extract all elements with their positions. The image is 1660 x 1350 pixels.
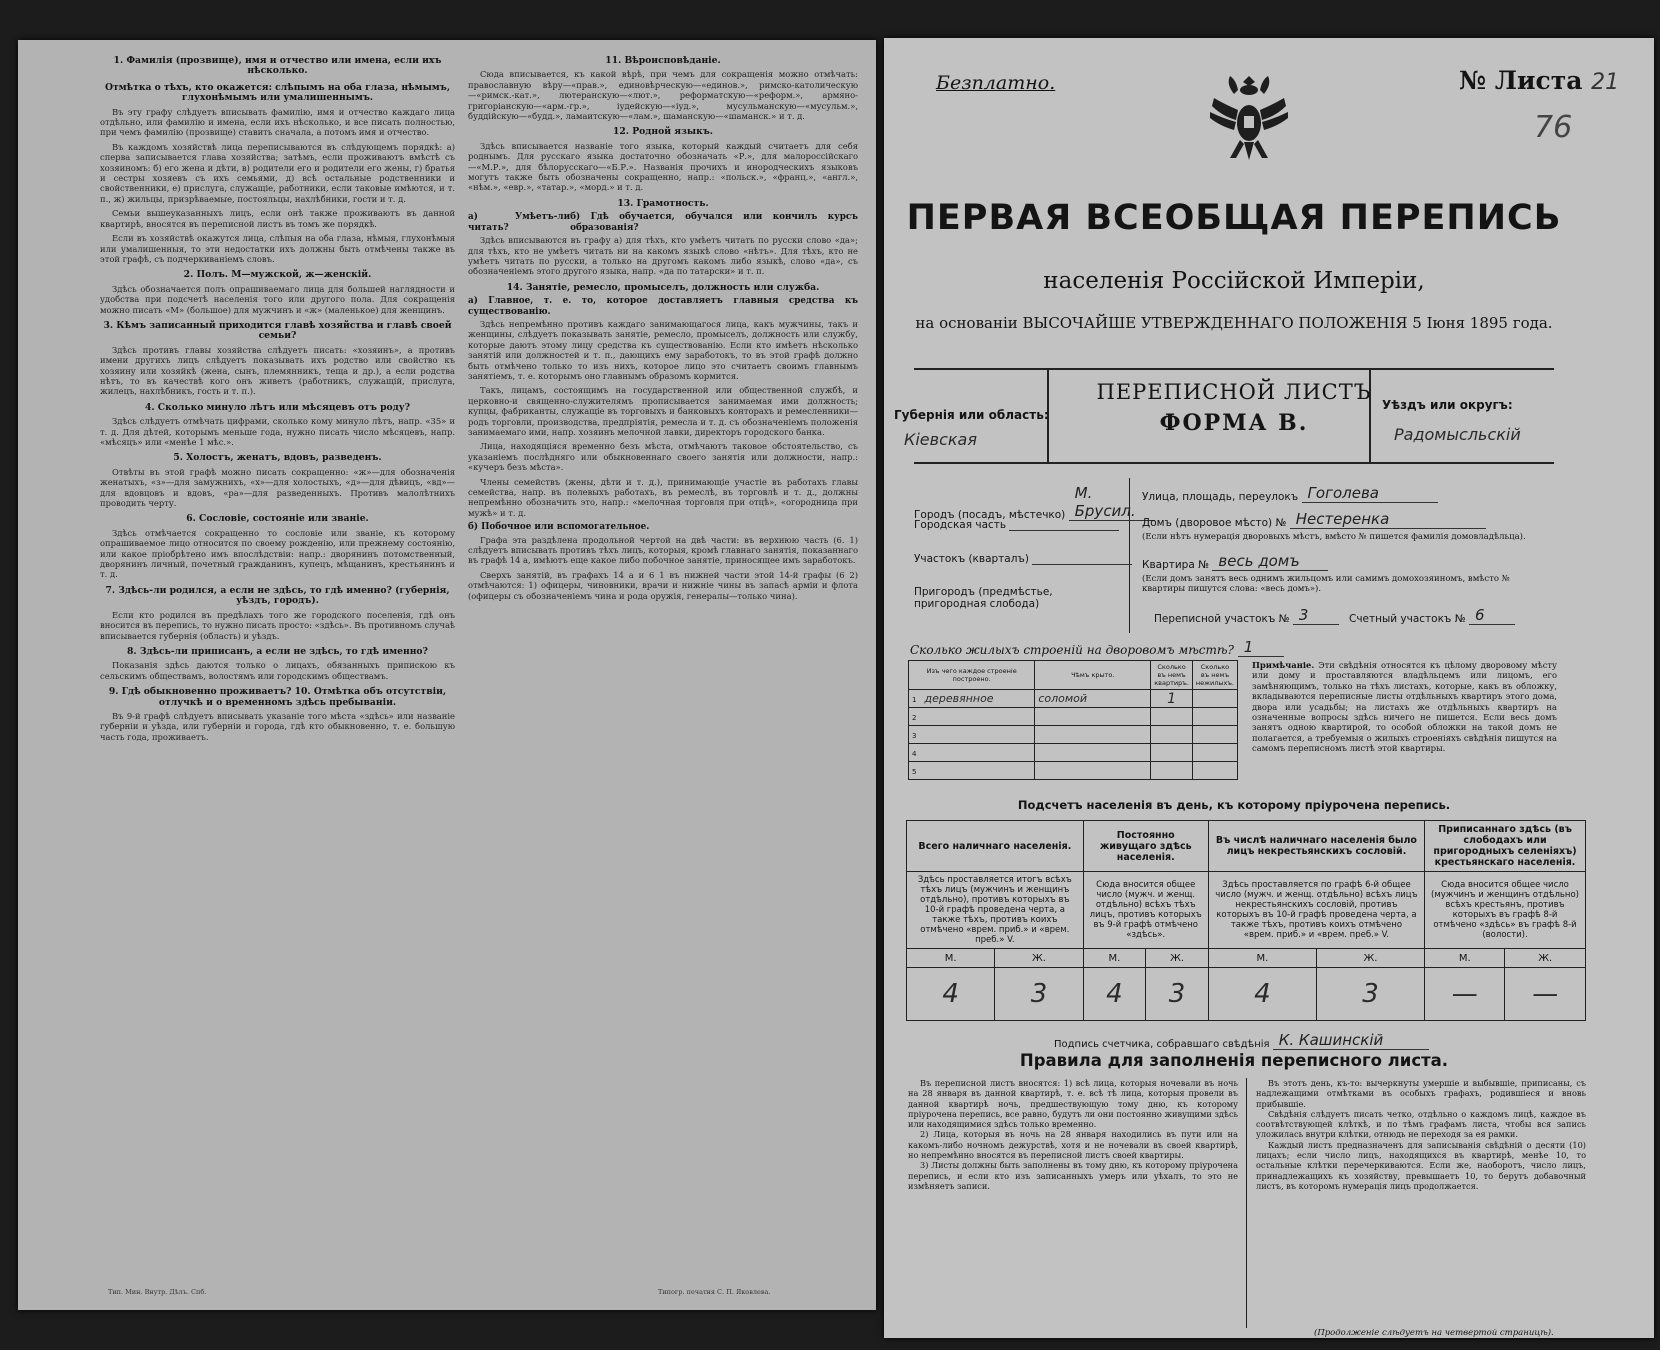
building-row — [909, 726, 1238, 744]
building-row-number: 4 — [912, 750, 917, 758]
printer-imprint-middle: Типогр. печатня С. П. Яковлева. — [658, 1288, 771, 1296]
male-label: М. — [1425, 949, 1505, 968]
instruction-paragraph: Показанія здѣсь даются только о лицахъ, обязанныхъ припискою къ сельскимъ обществамъ, волостямъ или городскимъ обществамъ. — [100, 660, 455, 681]
instruction-paragraph: Лица, находящіяся временно безъ мѣста, отмѣчаютъ таковое обстоятельство, съ указаніемъ послѣдняго или обыкновеннаго своего занятія или должности, напр.: «кучеръ безъ мѣста». — [468, 441, 858, 473]
rule-paragraph: 2) Лица, которыя въ ночь на 28 января находились въ пути или на какомъ-либо ночномъ дежурствѣ, хотя и не ночевали въ своей квартирѣ, но непремѣнно вносятся въ переписной листъ своей квартиры. — [908, 1129, 1238, 1161]
instructions-page — [18, 40, 876, 1310]
instruction-heading: 3. Кѣмъ записанный приходится главѣ хозяйства и главѣ своей семьи? — [103, 319, 452, 342]
instructions-column-1 — [100, 50, 455, 746]
instruction-paragraph: Въ эту графу слѣдуетъ вписывать фамилію, имя и отчество каждаго лица отдѣльно, или фамилію и имена, если ихъ нѣсколько, и все писать полностью, при чемъ фамилію (прозвище) ставить сначала, а потомъ имя и отчество. — [100, 106, 455, 138]
population-table: Всего наличнаго населенія. Постоянно живущаго здѣсь населенія. Въ числѣ наличнаго населенія было лицъ некрестьянскихъ сословій. Приписаннаго здѣсь (въ слободахъ или пригородныхъ селеніяхъ) крестьянскаго населенія. Здѣсь проставляется итогъ всѣхъ тѣхъ лицъ (мужчинъ и женщинъ отдѣльно), противъ которыхъ въ 10-й графѣ проведена черта, а также тѣхъ, противъ коихъ отмѣчено «врем. приб.» и «врем. преб.» V. Сюда вносится общее число (мужч. и женщ. отдѣльно) всѣхъ тѣхъ лицъ, противъ которыхъ въ 9-й графѣ отмѣчено «здѣсь». Здѣсь проставляется по графѣ 6-й общее число (мужч. и женщ. отдѣльно) всѣхъ лицъ некрестьянскихъ сословій, противъ которыхъ въ 10-й графѣ проведена черта, а также тѣхъ, противъ коихъ отмѣчено «врем. приб.» и «врем. преб.» V. Сюда вносится общее число (мужчинъ и женщинъ отдѣльно) всѣхъ крестьянъ, противъ которыхъ въ графѣ 8-й отмѣчено «здѣсь» въ графѣ 8-й (волости). М. Ж. М. Ж. М. Ж. М. Ж. 4 3 4 3 4 3 — — — [906, 820, 1586, 1021]
building-apartments-cell — [1151, 744, 1193, 762]
rules-column-right — [1256, 1078, 1586, 1191]
building-material-cell — [909, 744, 1035, 762]
instruction-heading: 5. Холостъ, женатъ, вдовъ, разведенъ. — [173, 452, 382, 464]
instruction-subheading-part: б) Гдѣ обучается, обучался или кончилъ курсъ образованія? — [570, 212, 858, 233]
guberniya-label: Губернія или область: — [894, 408, 1049, 422]
sheet-number-handwritten: 76 — [1534, 110, 1573, 145]
instruction-paragraph: Если въ хозяйствѣ окажутся лица, слѣпыя на оба глаза, нѣмыя, глухонѣмыя или умалишенныя, то эти недостатки ихъ должны быть отмѣчены также въ этой графѣ, съ подчеркиваніемъ словъ. — [100, 233, 455, 264]
instruction-subheading-part: а) Умѣетъ-ли читать? — [468, 212, 571, 233]
instruction-heading: 2. Полъ. М—мужской, ж—женскій. — [183, 269, 372, 281]
instruction-heading: 12. Родной языкъ. — [613, 126, 713, 138]
form-title: ПЕРВАЯ ВСЕОБЩАЯ ПЕРЕПИСЬ — [906, 198, 1562, 238]
printer-imprint-left: Тип. Мин. Внутр. Дѣлъ. Спб. — [108, 1288, 207, 1296]
instruction-paragraph: Члены семействъ (жены, дѣти и т. д.), принимающіе участіе въ работахъ главы семейства, напр. въ полевыхъ работахъ, въ ремеслѣ, въ торговлѣ и т. д., должны непремѣнно обозначить это, напр.: «мелочная торговля при отцѣ», «огородница при мужѣ» и т. д. — [468, 476, 858, 518]
female-label: Ж. — [1146, 949, 1209, 968]
census-form-page — [884, 38, 1654, 1338]
population-value: 3 — [1316, 968, 1424, 1021]
instruction-paragraph: Здѣсь обозначается полъ опрашиваемаго лица для большей наглядности и удобства при подсчетѣ населенія того или другого пола. Для сокращенія можно писать «М» (большое) для мужчинъ и «ж» (маленькое) для женщинъ. — [100, 283, 455, 315]
male-label: М. — [1083, 949, 1146, 968]
rule-paragraph: Въ этотъ день, къ-то: вычеркнуты умершіе и выбывшіе, приписаны, съ надлежащими отмѣтками въ особыхъ графахъ, родившіеся и вновь прибывшіе. — [1256, 1078, 1586, 1109]
free-label: Безплатно. — [936, 72, 1056, 94]
instruction-paragraph: Въ каждомъ хозяйствѣ лица переписываются въ слѣдующемъ порядкѣ: а) сперва записывается глава хозяйства; затѣмъ, если проживаютъ вмѣстѣ съ хозяиномъ: б) его жена и дѣти, в) родители его и родители его жены, г) братья и сестры хозяевъ съ ихъ семьями, д) всѣ остальные родственники и свойственники, е) прислуга, служащіе, работники, если таковые имѣются, и т. п., ж) жильцы, призрѣваемые, постояльцы, нахлѣбники, гости и т. д. — [100, 141, 455, 204]
building-material-cell — [909, 690, 1035, 708]
town-field: Городъ (посадъ, мѣстечко) М. Брусил. — [914, 484, 1155, 521]
instruction-subheading — [468, 522, 858, 532]
rules-column-left — [908, 1078, 1238, 1191]
population-value: — — [1505, 968, 1586, 1021]
building-row — [909, 690, 1238, 708]
instruction-paragraph: Сверхъ занятій, въ графахъ 14 а и 6 1 въ нижней части этой 14-й графы (6 2) отмѣчаются: 1) офицеры, чиновники, врачи и нижніе чины въ запасѣ арміи и флота (офицеры съ обозначеніемъ чина и рода оружія, генералы—только чина). — [468, 569, 858, 601]
instruction-paragraph: Здѣсь отмѣчается сокращенно то сословіе или званіе, къ которому опрашиваемое лицо относится по своему рожденію, или прежнему состоянію, или какое пріобрѣтено имъ впослѣдствіи: напр.: дворянинъ потомственный, дворянинъ личный, почетный гражданинъ, купецъ, мѣщанинъ, крестьянинъ и т. д. — [100, 527, 455, 580]
buildings-note: Примѣчаніе. Эти свѣдѣнія относятся къ цѣлому дворовому мѣсту или дому и проставляются владѣльцемъ или лицомъ, его замѣняющимъ, только на тѣхъ листахъ, которые, какъ въ обложку, вкладываются переписные листы отдѣльныхъ квартиръ этого дома, двора или усадьбы; на листахъ же отдѣльныхъ квартиръ на означенные вопросы здѣсь ничего не пишется. Если весь домъ занятъ одною квартирой, то особой обложки на такой домъ не полагается, а требуемыя о жилыхъ строеніяхъ свѣдѣнія пишутся на самомъ переписномъ листѣ этой квартиры. — [1252, 660, 1557, 754]
building-nonresidential-cell — [1192, 726, 1237, 744]
female-label: Ж. — [1316, 949, 1424, 968]
building-nonresidential-cell — [1192, 690, 1237, 708]
female-label: Ж. — [995, 949, 1083, 968]
building-material-value: деревянное — [924, 692, 994, 705]
building-row — [909, 708, 1238, 726]
form-subtitle: населенія Россійской Имперіи, — [1043, 268, 1425, 294]
instruction-subheading — [468, 212, 858, 233]
instruction-paragraph: Такъ, лицамъ, состоящимъ на государственной или общественной службѣ, и церковно-и священно-служителямъ прописывается занимаемая ими должность; купцы, фабриканты, служащіе въ торговыхъ и банковыхъ конторахъ и ремесленники—родъ торговли, производства, предпріятія, ремесла и т. д. съ обозначеніемъ положенія занимаемаго ими, напр. хозяинъ мелочной лавки, директоръ городского банка. — [468, 385, 858, 437]
building-row-number: 2 — [912, 714, 917, 722]
instruction-heading: 6. Сословіе, состояніе или званіе. — [186, 513, 369, 525]
instruction-paragraph: Здѣсь слѣдуетъ отмѣчать цифрами, сколько кому минуло лѣтъ, напр. «35» и т. д. Для дѣтей, которымъ меньше года, нужно писать число мѣсяцевъ, напр. «мѣсяцъ» или «менѣе 1 мѣс.». — [100, 416, 455, 447]
building-row-number: 3 — [912, 732, 917, 740]
building-row-number: 5 — [912, 768, 917, 776]
instruction-heading: 8. Здѣсь-ли приписанъ, а если не здѣсь, то гдѣ именно? — [127, 645, 428, 657]
instruction-paragraph: Здѣсь вписывается названіе того языка, который каждый считаетъ для себя роднымъ. Для русскаго языка достаточно обозначать «Р.», для малороссійскаго—«М.Р.», для бѣлорусскаго—«Б.Р.». Названія прочихъ и инородческихъ языковъ могутъ также быть обозначены сокращенно, напр.: «польск.», «франц.», «англ.», «нѣм.», «евр.», «татар.», «морд.» и т. д. — [468, 140, 858, 193]
building-nonresidential-cell — [1192, 744, 1237, 762]
instruction-subheading-part: а) Главное, т. е. то, которое доставляетъ главныя средства къ существованію. — [468, 296, 858, 317]
imperial-eagle-icon — [1204, 68, 1294, 168]
population-value: 4 — [907, 968, 995, 1021]
instruction-paragraph: Здѣсь непремѣнно противъ каждаго занимающагося лица, какъ мужчины, такъ и женщины, слѣдуетъ показывать занятіе, ремесло, промыселъ, должность или службу, которые даютъ этому лицу средства къ существованію. Если кто имѣетъ нѣсколько занятій или должностей и т. п., дающихъ ему заработокъ, то въ этой графѣ должно быть отмѣчено только то изъ нихъ, которое лицо это считаетъ своимъ главнымъ занятіемъ, т. е. которымъ оно главнымъ образомъ кормится. — [468, 318, 858, 381]
female-label: Ж. — [1505, 949, 1586, 968]
population-value: 3 — [1146, 968, 1209, 1021]
instruction-heading: 1. Фамилія (прозвище), имя и отчество или имена, если ихъ нѣсколько. — [113, 55, 442, 77]
building-material-cell — [909, 726, 1035, 744]
building-row-number: 1 — [912, 696, 917, 704]
instruction-paragraph: Здѣсь противъ главы хозяйства слѣдуетъ писать: «хозяинъ», а противъ имени другихъ лицъ слѣдуетъ показывать ихъ родство или свойство къ хозяину или хозяйкѣ (жена, сынъ, племянникъ, теща и др.), а если родства нѣтъ, то въ качествѣ кого онъ живетъ (работникъ, служащій, прислуга, жилецъ, нахлѣбникъ, гость и т. п.). — [100, 344, 455, 397]
building-roof-cell — [1035, 744, 1151, 762]
form-header-box — [894, 368, 1554, 464]
instruction-paragraph: Здѣсь вписываются въ графу а) для тѣхъ, кто умѣетъ читать по русски слово «да»; для тѣхъ, кто не умѣетъ читать ни на какомъ языкѣ слово «нѣтъ». Для тѣхъ, кто не умѣетъ читать по русски, а только на другомъ какомъ либо языкѣ, слово «да», съ обозначеніемъ этого другого языка, напр. «да по татарски» и т. п. — [468, 235, 858, 277]
instruction-paragraph: Въ 9-й графѣ слѣдуетъ вписывать указаніе того мѣста «здѣсь» или названіе губерніи и уѣзда, или губерніи и города, гдѣ кто обыкновенно, т. е. большую часть года, проживаетъ. — [100, 710, 455, 742]
instruction-heading: 4. Сколько минуло лѣтъ или мѣсяцевъ отъ роду? — [144, 401, 411, 413]
population-value: — — [1425, 968, 1505, 1021]
instruction-paragraph: Отвѣты въ этой графѣ можно писать сокращенно: «ж»—для обозначенія женатыхъ, «з»—для замужнихъ, «х»—для холостыхъ, «д»—для дѣвицъ, «вд»—для вдовцовъ и вдовъ, «ра»—для разведенныхъ. Противъ малолѣтнихъ проводить черту. — [100, 466, 455, 509]
rule-paragraph: Каждый листъ предназначенъ для записыванія свѣдѣній о десяти (10) лицахъ; если число лицъ, находящихся въ квартирѣ, менѣе 10, то остальные клѣтки перечеркиваются. Если же, наоборотъ, число лицъ, принадлежащихъ къ хозяйству, превышаетъ 10, то берутъ добавочный листъ, въ которомъ нумерація лицъ продолжается. — [1256, 1139, 1586, 1191]
building-material-cell — [909, 762, 1035, 780]
instruction-heading: 13. Грамотность. — [617, 197, 709, 209]
instruction-heading: 9. Гдѣ обыкновенно проживаетъ? 10. Отмѣтка объ отсутствіи, отлучкѣ и о временномъ здѣсь пребываніи. — [108, 686, 447, 708]
instruction-subheading — [468, 296, 858, 317]
instruction-paragraph: Семьи вышеуказанныхъ лицъ, если онѣ также проживаютъ въ данной квартирѣ, вносятся въ переписной листъ въ томъ же порядкѣ. — [100, 208, 455, 229]
building-apartments-cell — [1151, 762, 1193, 780]
apartment-note: (Если домъ занятъ весь однимъ жильцомъ или самимъ домохозяиномъ, вмѣсто № квартиры пишутся слова: «весь домъ»). — [1142, 574, 1510, 594]
street-field: Улица, площадь, переулокъ Гоголева — [1142, 484, 1438, 503]
instruction-subheading-part: б) Побочное или вспомогательное. — [468, 522, 650, 533]
building-roof-cell — [1035, 708, 1151, 726]
town-part-field: Городская часть — [914, 518, 1119, 531]
uezd-value: Радомысльскій — [1394, 425, 1521, 444]
building-nonresidential-cell — [1192, 762, 1237, 780]
sheet-number — [1459, 66, 1619, 95]
instruction-paragraph: Сюда вписывается, къ какой вѣрѣ, при чемъ для сокращенія можно отмѣчать: православную вѣру—«прав.», единовѣрческую—«единов.», римско-католическую—«римск.-кат.», лютеранскую—«лют.», реформатскую—«реформ.», армяно-григоріанскую—«арм.-гр.», іудейскую—«іуд.», мусульманскую—«мусульм.», буддійскую—«будд.», ламаитскую—«лам.», шаманскую—«шаманск.» и т. д. — [468, 69, 858, 122]
building-roof-cell — [1035, 726, 1151, 744]
legal-basis: на основаніи ВЫСОЧАЙШЕ УТВЕРЖДЕННАГО ПОЛОЖЕНІЯ 5 Іюня 1895 года. — [915, 314, 1553, 332]
building-roof-cell — [1035, 762, 1151, 780]
uezd-label: Уѣздъ или округъ: — [1382, 398, 1513, 412]
population-value: 4 — [1208, 968, 1316, 1021]
building-row — [909, 744, 1238, 762]
buildings-table: Изъ чего каждое строеніе построено. Чѣмъ крыто. Сколько въ немъ квартиръ. Сколько въ немъ нежилыхъ. 1 деревянное соломой 1 2 3 4 5 — [908, 660, 1238, 780]
apartment-field: Квартира № весь домъ — [1142, 552, 1328, 571]
instruction-heading: 7. Здѣсь-ли родился, а если не здѣсь, то гдѣ именно? (губернія, уѣздъ, городъ). — [105, 584, 450, 607]
sheet-number-label: № Листа — [1459, 66, 1583, 95]
counting-district-field: Счетный участокъ № 6 — [1349, 606, 1515, 625]
instruction-heading: 11. Вѣроисповѣданіе. — [605, 55, 721, 66]
suburb-field: Пригородъ (предмѣстье, пригородная слобода) — [914, 586, 1053, 610]
buildings-question: Сколько жилыхъ строеній на дворовомъ мѣстѣ? 1 — [910, 638, 1284, 657]
rules-continuation: (Продолженіе слѣдуетъ на четвертой страницѣ). — [1314, 1328, 1554, 1338]
guberniya-value: Кіевская — [904, 430, 977, 449]
instructions-column-2 — [468, 50, 858, 605]
instruction-heading: Отмѣтка о тѣхъ, кто окажется: слѣпымъ на оба глаза, нѣмымъ, глухонѣмымъ или умалишеннымъ. — [104, 81, 451, 104]
male-label: М. — [907, 949, 995, 968]
census-district-field: Переписной участокъ № 3 — [1154, 606, 1339, 625]
instruction-heading: 14. Занятіе, ремесло, промыселъ, должность или служба. — [506, 281, 820, 293]
census-sheet-label: ПЕРЕПИСНОЙ ЛИСТЪ — [1096, 380, 1372, 404]
sheet-number-value: 21 — [1591, 70, 1620, 95]
building-apartments-cell — [1151, 708, 1193, 726]
rule-paragraph: Свѣдѣнія слѣдуетъ писать четко, отдѣльно о каждомъ лицѣ, каждое въ соотвѣтствующей клѣткѣ, и по тѣмъ графамъ листа, чтобы вся запись уложилась внутри клѣтки, отнюдь не переходя за ея рамки. — [1256, 1108, 1586, 1140]
population-value: 4 — [1083, 968, 1146, 1021]
population-value: 3 — [995, 968, 1083, 1021]
building-apartments-cell: 1 — [1151, 690, 1193, 708]
male-label: М. — [1208, 949, 1316, 968]
building-roof-cell: соломой — [1035, 690, 1151, 708]
population-count-title: Подсчетъ населенія въ день, къ которому пріурочена перепись. — [1017, 798, 1451, 812]
building-nonresidential-cell — [1192, 708, 1237, 726]
instruction-paragraph: Если кто родился въ предѣлахъ того же городского поселенія, гдѣ онъ вносится въ перепись, то нужно писать просто: «здѣсь». Въ противномъ случаѣ вписывается губернія (область) и уѣздъ. — [100, 609, 455, 641]
house-field: Домъ (дворовое мѣсто) № Нестеренка — [1142, 510, 1486, 529]
district-field: Участокъ (кварталъ) — [914, 552, 1132, 565]
building-row — [909, 762, 1238, 780]
rules-title: Правила для заполненія переписного листа. — [1019, 1051, 1449, 1070]
building-apartments-cell — [1151, 726, 1193, 744]
instruction-paragraph: Графа эта раздѣлена продольной чертой на двѣ части: въ верхнюю часть (6. 1) слѣдуетъ вписывать противъ тѣхъ лицъ, которыя, кромѣ главнаго занятія, показаннаго въ графѣ 14 а, имѣютъ еще какое либо побочное занятіе, приносящее имъ заработокъ. — [468, 534, 858, 566]
building-material-cell — [909, 708, 1035, 726]
house-note: (Если нѣтъ нумерація дворовыхъ мѣстъ, вмѣсто № пишется фамилія домовладѣльца). — [1142, 532, 1526, 542]
enumerator-signature: Подпись счетчика, собравшаго свѣдѣнія К. Кашинскій — [1054, 1031, 1429, 1050]
form-type-label: ФОРМА В. — [1159, 410, 1309, 436]
rule-paragraph: 3) Листы должны быть заполнены въ тому дню, къ которому пріурочена перепись, и если кто изъ записанныхъ умеръ или уѣхалъ, то это не измѣняетъ записи. — [908, 1160, 1238, 1191]
rule-paragraph: Въ переписной листъ вносятся: 1) всѣ лица, которыя ночевали въ ночь на 28 января въ данной квартирѣ, т. е. всѣ тѣ лица, которыя провели въ данной квартирѣ ночь, предшествующую тому дню, къ которому пріурочена перепись, все равно, будутъ ли они постоянно живущими здѣсь или находящимися здѣсь только временно. — [908, 1078, 1238, 1130]
